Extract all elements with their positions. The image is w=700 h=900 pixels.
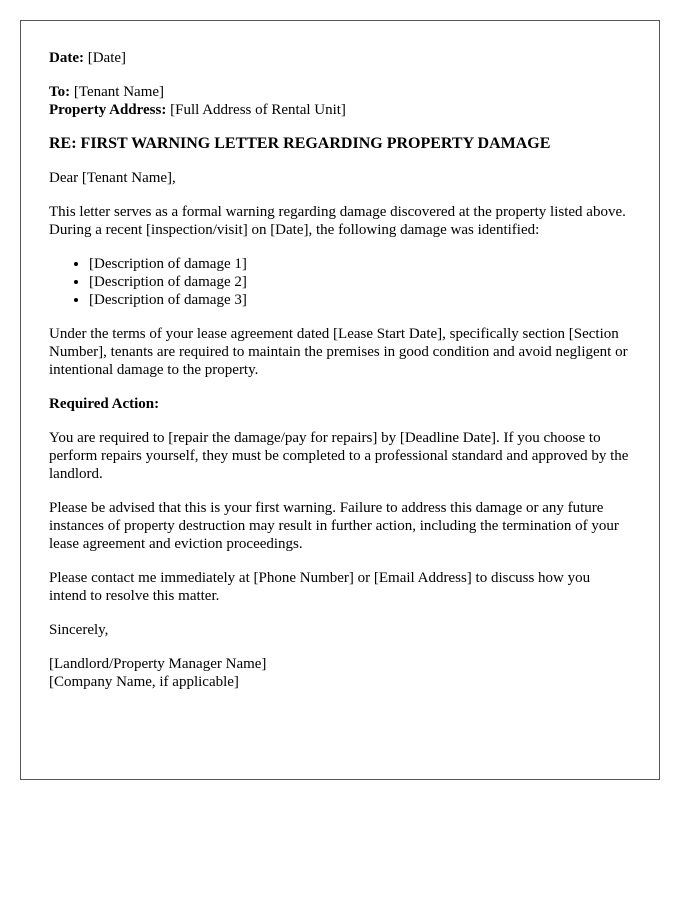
signature-block (49, 655, 631, 691)
address-label: Property Address: (49, 102, 167, 118)
contact-paragraph: Please contact me immediately at [Phone Number] or [Email Address] to discuss how you intend to resolve this matter. (49, 570, 591, 604)
damage-list (49, 255, 631, 309)
to-value: [Tenant Name] (73, 84, 165, 100)
to-label: To: (49, 84, 71, 100)
date-label: Date: (49, 50, 84, 66)
salutation: Dear [Tenant Name], (49, 170, 176, 186)
damage-item: • [Description of damage 2] (89, 273, 631, 291)
subject-line: RE: FIRST WARNING LETTER REGARDING PROPERTY DAMAGE (49, 135, 551, 152)
address-line (49, 101, 631, 119)
date-line (49, 49, 631, 67)
intro-paragraph: This letter serves as a formal warning regarding damage discovered at the property listed above. During a recent [inspection/visit] on [Date], the following damage was identified: (49, 204, 626, 238)
lease-paragraph: Under the terms of your lease agreement dated [Lease Start Date], specifically section [Section Number], tenants are required to maintain the premises in good condition and avoid negligent or intentional damage to the property. (49, 326, 628, 378)
to-line (49, 83, 631, 101)
required-action-heading: Required Action: (49, 396, 160, 412)
damage-item: • [Description of damage 1] (89, 255, 631, 273)
required-action-paragraph: You are required to [repair the damage/pay for repairs] by [Deadline Date]. If you choose to perform repairs yourself, they must be completed to a professional standard and approved by the landlord. (49, 430, 629, 482)
signer-name: [Landlord/Property Manager Name] (49, 656, 267, 672)
warning-paragraph: Please be advised that this is your first warning. Failure to address this damage or any future instances of property destruction may result in further action, including the termination of your lease agreement and eviction proceedings. (49, 500, 619, 552)
damage-item: • [Description of damage 3] (89, 291, 631, 309)
letter-document (20, 20, 660, 780)
address-value: [Full Address of Rental Unit] (170, 102, 346, 118)
recipient-block (49, 83, 631, 119)
closing: Sincerely, (49, 622, 109, 638)
signer-company: [Company Name, if applicable] (49, 674, 239, 690)
date-value: [Date] (87, 50, 127, 66)
